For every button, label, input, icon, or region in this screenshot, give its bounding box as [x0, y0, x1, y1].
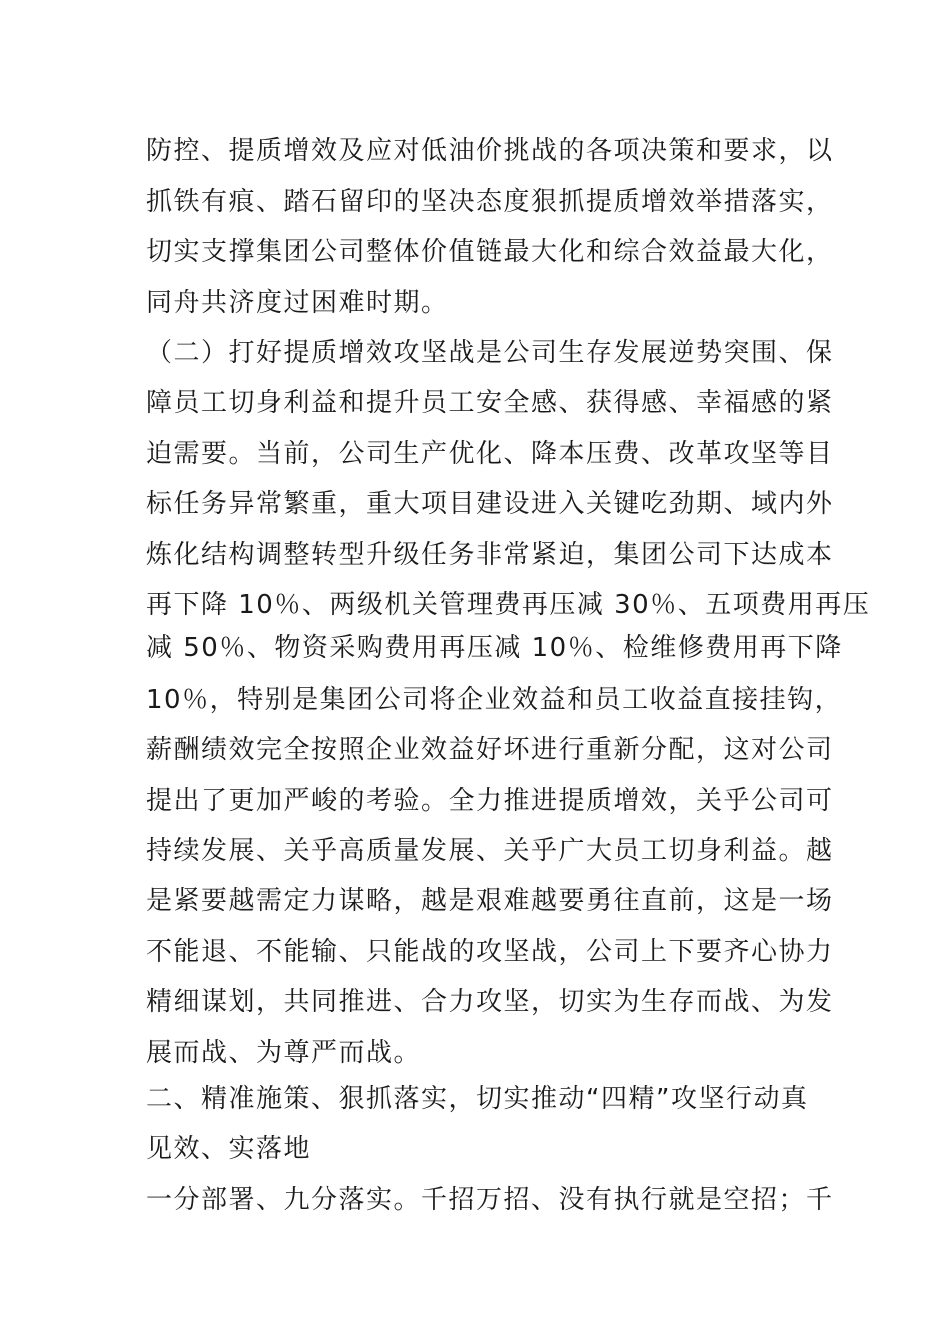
text-line: 减 50％、物资采购费用再压减 10％、检维修费用再下降: [146, 633, 843, 663]
text-line: 精细谋划，共同推进、合力攻坚，切实为生存而战、为发: [146, 987, 834, 1017]
text-line: 是紧要越需定力谋略，越是艰难越要勇往直前，这是一场: [146, 886, 834, 916]
section-heading-line: 二、精准施策、狠抓落实，切实推动“四精”攻坚行动真: [146, 1084, 809, 1114]
section-heading-line: 见效、实落地: [146, 1134, 312, 1164]
text-line: 炼化结构调整转型升级任务非常紧迫，集团公司下达成本: [146, 540, 834, 570]
text-line: 持续发展、关乎高质量发展、关乎广大员工切身利益。越: [146, 836, 834, 866]
text-line: 不能退、不能输、只能战的攻坚战，公司上下要齐心协力: [146, 937, 834, 967]
text-line: 展而战、为尊严而战。: [146, 1038, 422, 1068]
text-line: 迫需要。当前，公司生产优化、降本压费、改革攻坚等目: [146, 439, 834, 469]
text-line: （二）打好提质增效攻坚战是公司生存发展逆势突围、保: [146, 338, 834, 368]
text-line: 10％，特别是集团公司将企业效益和员工收益直接挂钩，: [146, 685, 843, 715]
text-line: 防控、提质增效及应对低油价挑战的各项决策和要求，以: [146, 136, 834, 166]
text-line: 提出了更加严峻的考验。全力推进提质增效，关乎公司可: [146, 786, 834, 816]
text-line: 同舟共济度过困难时期。: [146, 288, 449, 318]
text-line: 一分部署、九分落实。千招万招、没有执行就是空招；千: [146, 1185, 834, 1215]
text-line: 抓铁有痕、踏石留印的坚决态度狠抓提质增效举措落实，: [146, 187, 834, 217]
text-line: 障员工切身利益和提升员工安全感、获得感、幸福感的紧: [146, 388, 834, 418]
text-line: 标任务异常繁重，重大项目建设进入关键吃劲期、域内外: [146, 489, 834, 519]
text-line: 切实支撑集团公司整体价值链最大化和综合效益最大化，: [146, 237, 834, 267]
text-line: 再下降 10％、两级机关管理费再压减 30％、五项费用再压: [146, 590, 871, 620]
text-line: 薪酬绩效完全按照企业效益好坏进行重新分配，这对公司: [146, 735, 834, 765]
